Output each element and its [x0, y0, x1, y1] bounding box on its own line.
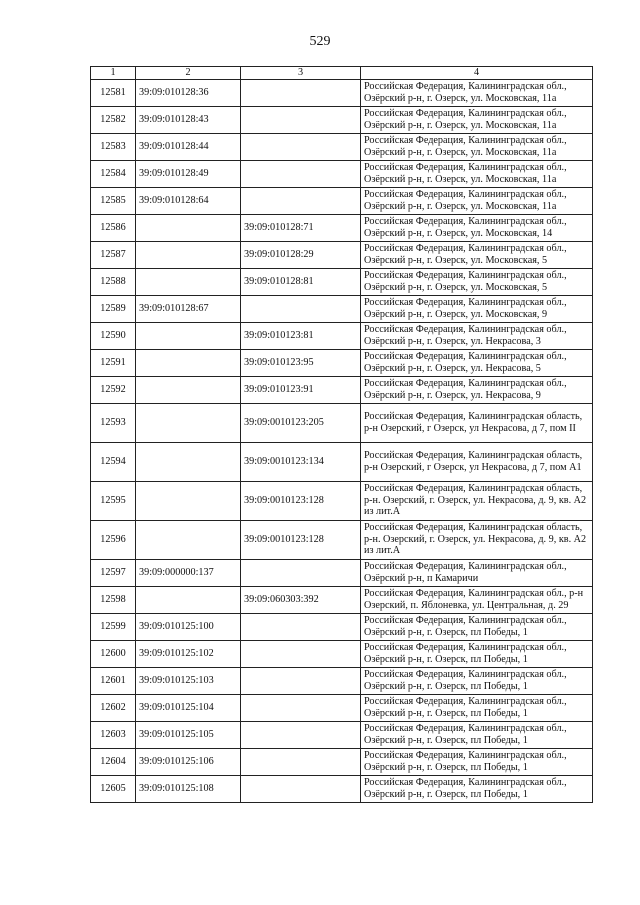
row-number-cell: 12600	[91, 640, 136, 667]
row-number-cell: 12602	[91, 694, 136, 721]
column-header-3: 3	[241, 67, 361, 80]
cadastral-number-cell	[136, 241, 241, 268]
cadastral-number-cell	[136, 442, 241, 481]
table-row	[91, 295, 593, 322]
row-number-cell: 12597	[91, 559, 136, 586]
table-row	[91, 640, 593, 667]
object-cadastral-number-cell	[241, 187, 361, 214]
table-row	[91, 106, 593, 133]
address-cell: Российская Федерация, Калининградская обл., Озёрский р-н, г. Озерск, ул. Московская, 11а	[361, 79, 593, 106]
table-row	[91, 322, 593, 349]
row-number-cell: 12582	[91, 106, 136, 133]
page-number: 529	[309, 34, 331, 49]
row-number-cell: 12581	[91, 79, 136, 106]
object-cadastral-number-cell	[241, 133, 361, 160]
cadastral-number-cell: 39:09:010125:105	[136, 721, 241, 748]
cadastral-number-cell: 39:09:010128:43	[136, 106, 241, 133]
table-row	[91, 613, 593, 640]
cadastral-number-cell	[136, 481, 241, 520]
table-header-row	[91, 67, 593, 80]
row-number-cell: 12590	[91, 322, 136, 349]
cadastral-number-cell: 39:09:010125:104	[136, 694, 241, 721]
address-cell: Российская Федерация, Калининградская обл., Озёрский р-н, г. Озерск, ул. Московская, 11а	[361, 133, 593, 160]
object-cadastral-number-cell: 39:09:010128:81	[241, 268, 361, 295]
table-row	[91, 403, 593, 442]
cadastral-number-cell	[136, 322, 241, 349]
object-cadastral-number-cell	[241, 559, 361, 586]
address-cell: Российская Федерация, Калининградская обл., Озёрский р-н, г. Озерск, пл Победы, 1	[361, 667, 593, 694]
object-cadastral-number-cell: 39:09:0010123:134	[241, 442, 361, 481]
address-cell: Российская Федерация, Калининградская обл., Озёрский р-н, г. Озерск, ул. Московская, 11а	[361, 187, 593, 214]
object-cadastral-number-cell: 39:09:0010123:128	[241, 481, 361, 520]
table-row	[91, 214, 593, 241]
cadastral-number-cell: 39:09:000000:137	[136, 559, 241, 586]
table-row	[91, 376, 593, 403]
object-cadastral-number-cell: 39:09:0010123:128	[241, 520, 361, 559]
row-number-cell: 12594	[91, 442, 136, 481]
address-cell: Российская Федерация, Калининградская обл., Озёрский р-н, г. Озерск, пл Победы, 1	[361, 748, 593, 775]
object-cadastral-number-cell: 39:09:010123:91	[241, 376, 361, 403]
table-row	[91, 748, 593, 775]
address-cell: Российская Федерация, Калининградская область, р-н. Озерский, г. Озерск, ул. Некрасова, д. 9, кв. А2 из лит.А	[361, 520, 593, 559]
row-number-cell: 12587	[91, 241, 136, 268]
table-row	[91, 559, 593, 586]
cadastral-number-cell	[136, 376, 241, 403]
row-number-cell: 12598	[91, 586, 136, 613]
object-cadastral-number-cell: 39:09:010128:29	[241, 241, 361, 268]
cadastral-number-cell	[136, 214, 241, 241]
cadastral-number-cell: 39:09:010128:64	[136, 187, 241, 214]
object-cadastral-number-cell	[241, 667, 361, 694]
table-row	[91, 667, 593, 694]
row-number-cell: 12593	[91, 403, 136, 442]
object-cadastral-number-cell	[241, 295, 361, 322]
row-number-cell: 12585	[91, 187, 136, 214]
row-number-cell: 12591	[91, 349, 136, 376]
table-row	[91, 133, 593, 160]
address-cell: Российская Федерация, Калининградская обл., Озёрский р-н, г. Озерск, ул. Московская, 11а	[361, 160, 593, 187]
cadastral-number-cell	[136, 403, 241, 442]
object-cadastral-number-cell: 39:09:010128:71	[241, 214, 361, 241]
cadastral-number-cell: 39:09:010128:67	[136, 295, 241, 322]
table-row	[91, 160, 593, 187]
object-cadastral-number-cell: 39:09:060303:392	[241, 586, 361, 613]
row-number-cell: 12603	[91, 721, 136, 748]
cadastral-number-cell: 39:09:010125:108	[136, 775, 241, 802]
registry-table	[90, 66, 593, 803]
address-cell: Российская Федерация, Калининградская обл., Озёрский р-н, г. Озерск, ул. Некрасова, 5	[361, 349, 593, 376]
table-row	[91, 775, 593, 802]
row-number-cell: 12586	[91, 214, 136, 241]
object-cadastral-number-cell	[241, 694, 361, 721]
table-row	[91, 349, 593, 376]
column-header-4: 4	[361, 67, 593, 80]
object-cadastral-number-cell	[241, 106, 361, 133]
row-number-cell: 12584	[91, 160, 136, 187]
row-number-cell: 12595	[91, 481, 136, 520]
row-number-cell: 12583	[91, 133, 136, 160]
address-cell: Российская Федерация, Калининградская обл., Озёрский р-н, г. Озерск, ул. Московская, 11а	[361, 106, 593, 133]
column-header-2: 2	[136, 67, 241, 80]
row-number-cell: 12592	[91, 376, 136, 403]
object-cadastral-number-cell	[241, 640, 361, 667]
object-cadastral-number-cell	[241, 613, 361, 640]
table-row	[91, 520, 593, 559]
row-number-cell: 12605	[91, 775, 136, 802]
table-row	[91, 268, 593, 295]
address-cell: Российская Федерация, Калининградская область, р-н Озерский, г Озерск, ул Некрасова, д 7, пом А1	[361, 442, 593, 481]
address-cell: Российская Федерация, Калининградская обл., Озёрский р-н, г. Озерск, ул. Московская, 14	[361, 214, 593, 241]
object-cadastral-number-cell	[241, 748, 361, 775]
address-cell: Российская Федерация, Калининградская обл., Озёрский р-н, г. Озерск, пл Победы, 1	[361, 775, 593, 802]
object-cadastral-number-cell	[241, 775, 361, 802]
address-cell: Российская Федерация, Калининградская обл., Озёрский р-н, г. Озерск, ул. Некрасова, 9	[361, 376, 593, 403]
row-number-cell: 12596	[91, 520, 136, 559]
address-cell: Российская Федерация, Калининградская обл., Озёрский р-н, г. Озерск, ул. Некрасова, 3	[361, 322, 593, 349]
row-number-cell: 12604	[91, 748, 136, 775]
cadastral-number-cell: 39:09:010128:49	[136, 160, 241, 187]
address-cell: Российская Федерация, Калининградская обл., Озёрский р-н, г. Озерск, пл Победы, 1	[361, 721, 593, 748]
cadastral-number-cell: 39:09:010128:44	[136, 133, 241, 160]
table-row	[91, 586, 593, 613]
cadastral-number-cell: 39:09:010125:103	[136, 667, 241, 694]
table-row	[91, 241, 593, 268]
row-number-cell: 12588	[91, 268, 136, 295]
row-number-cell: 12601	[91, 667, 136, 694]
object-cadastral-number-cell: 39:09:010123:95	[241, 349, 361, 376]
table-row	[91, 187, 593, 214]
table-row	[91, 481, 593, 520]
cadastral-number-cell: 39:09:010125:100	[136, 613, 241, 640]
cadastral-number-cell: 39:09:010128:36	[136, 79, 241, 106]
cadastral-number-cell	[136, 520, 241, 559]
address-cell: Российская Федерация, Калининградская обл., р-н Озерский, п. Яблоневка, ул. Центральная, д. 29	[361, 586, 593, 613]
object-cadastral-number-cell	[241, 79, 361, 106]
object-cadastral-number-cell: 39:09:0010123:205	[241, 403, 361, 442]
table-row	[91, 694, 593, 721]
object-cadastral-number-cell	[241, 160, 361, 187]
address-cell: Российская Федерация, Калининградская обл., Озёрский р-н, г. Озерск, пл Победы, 1	[361, 640, 593, 667]
cadastral-number-cell	[136, 268, 241, 295]
cadastral-number-cell	[136, 349, 241, 376]
table-row	[91, 79, 593, 106]
address-cell: Российская Федерация, Калининградская обл., Озёрский р-н, г. Озерск, пл Победы, 1	[361, 694, 593, 721]
address-cell: Российская Федерация, Калининградская обл., Озёрский р-н, г. Озерск, ул. Московская, 5	[361, 268, 593, 295]
object-cadastral-number-cell: 39:09:010123:81	[241, 322, 361, 349]
address-cell: Российская Федерация, Калининградская обл., Озёрский р-н, г. Озерск, пл Победы, 1	[361, 613, 593, 640]
address-cell: Российская Федерация, Калининградская область, р-н Озерский, г Озерск, ул Некрасова, д 7, пом II	[361, 403, 593, 442]
object-cadastral-number-cell	[241, 721, 361, 748]
address-cell: Российская Федерация, Калининградская обл., Озёрский р-н, г. Озерск, ул. Московская, 9	[361, 295, 593, 322]
cadastral-number-cell	[136, 586, 241, 613]
address-cell: Российская Федерация, Калининградская обл., Озёрский р-н, п Камаричи	[361, 559, 593, 586]
column-header-1: 1	[91, 67, 136, 80]
table-row	[91, 721, 593, 748]
address-cell: Российская Федерация, Калининградская обл., Озёрский р-н, г. Озерск, ул. Московская, 5	[361, 241, 593, 268]
cadastral-number-cell: 39:09:010125:106	[136, 748, 241, 775]
row-number-cell: 12589	[91, 295, 136, 322]
address-cell: Российская Федерация, Калининградская область, р-н. Озерский, г. Озерск, ул. Некрасова, д. 9, кв. А2 из лит.А	[361, 481, 593, 520]
table-row	[91, 442, 593, 481]
row-number-cell: 12599	[91, 613, 136, 640]
cadastral-number-cell: 39:09:010125:102	[136, 640, 241, 667]
